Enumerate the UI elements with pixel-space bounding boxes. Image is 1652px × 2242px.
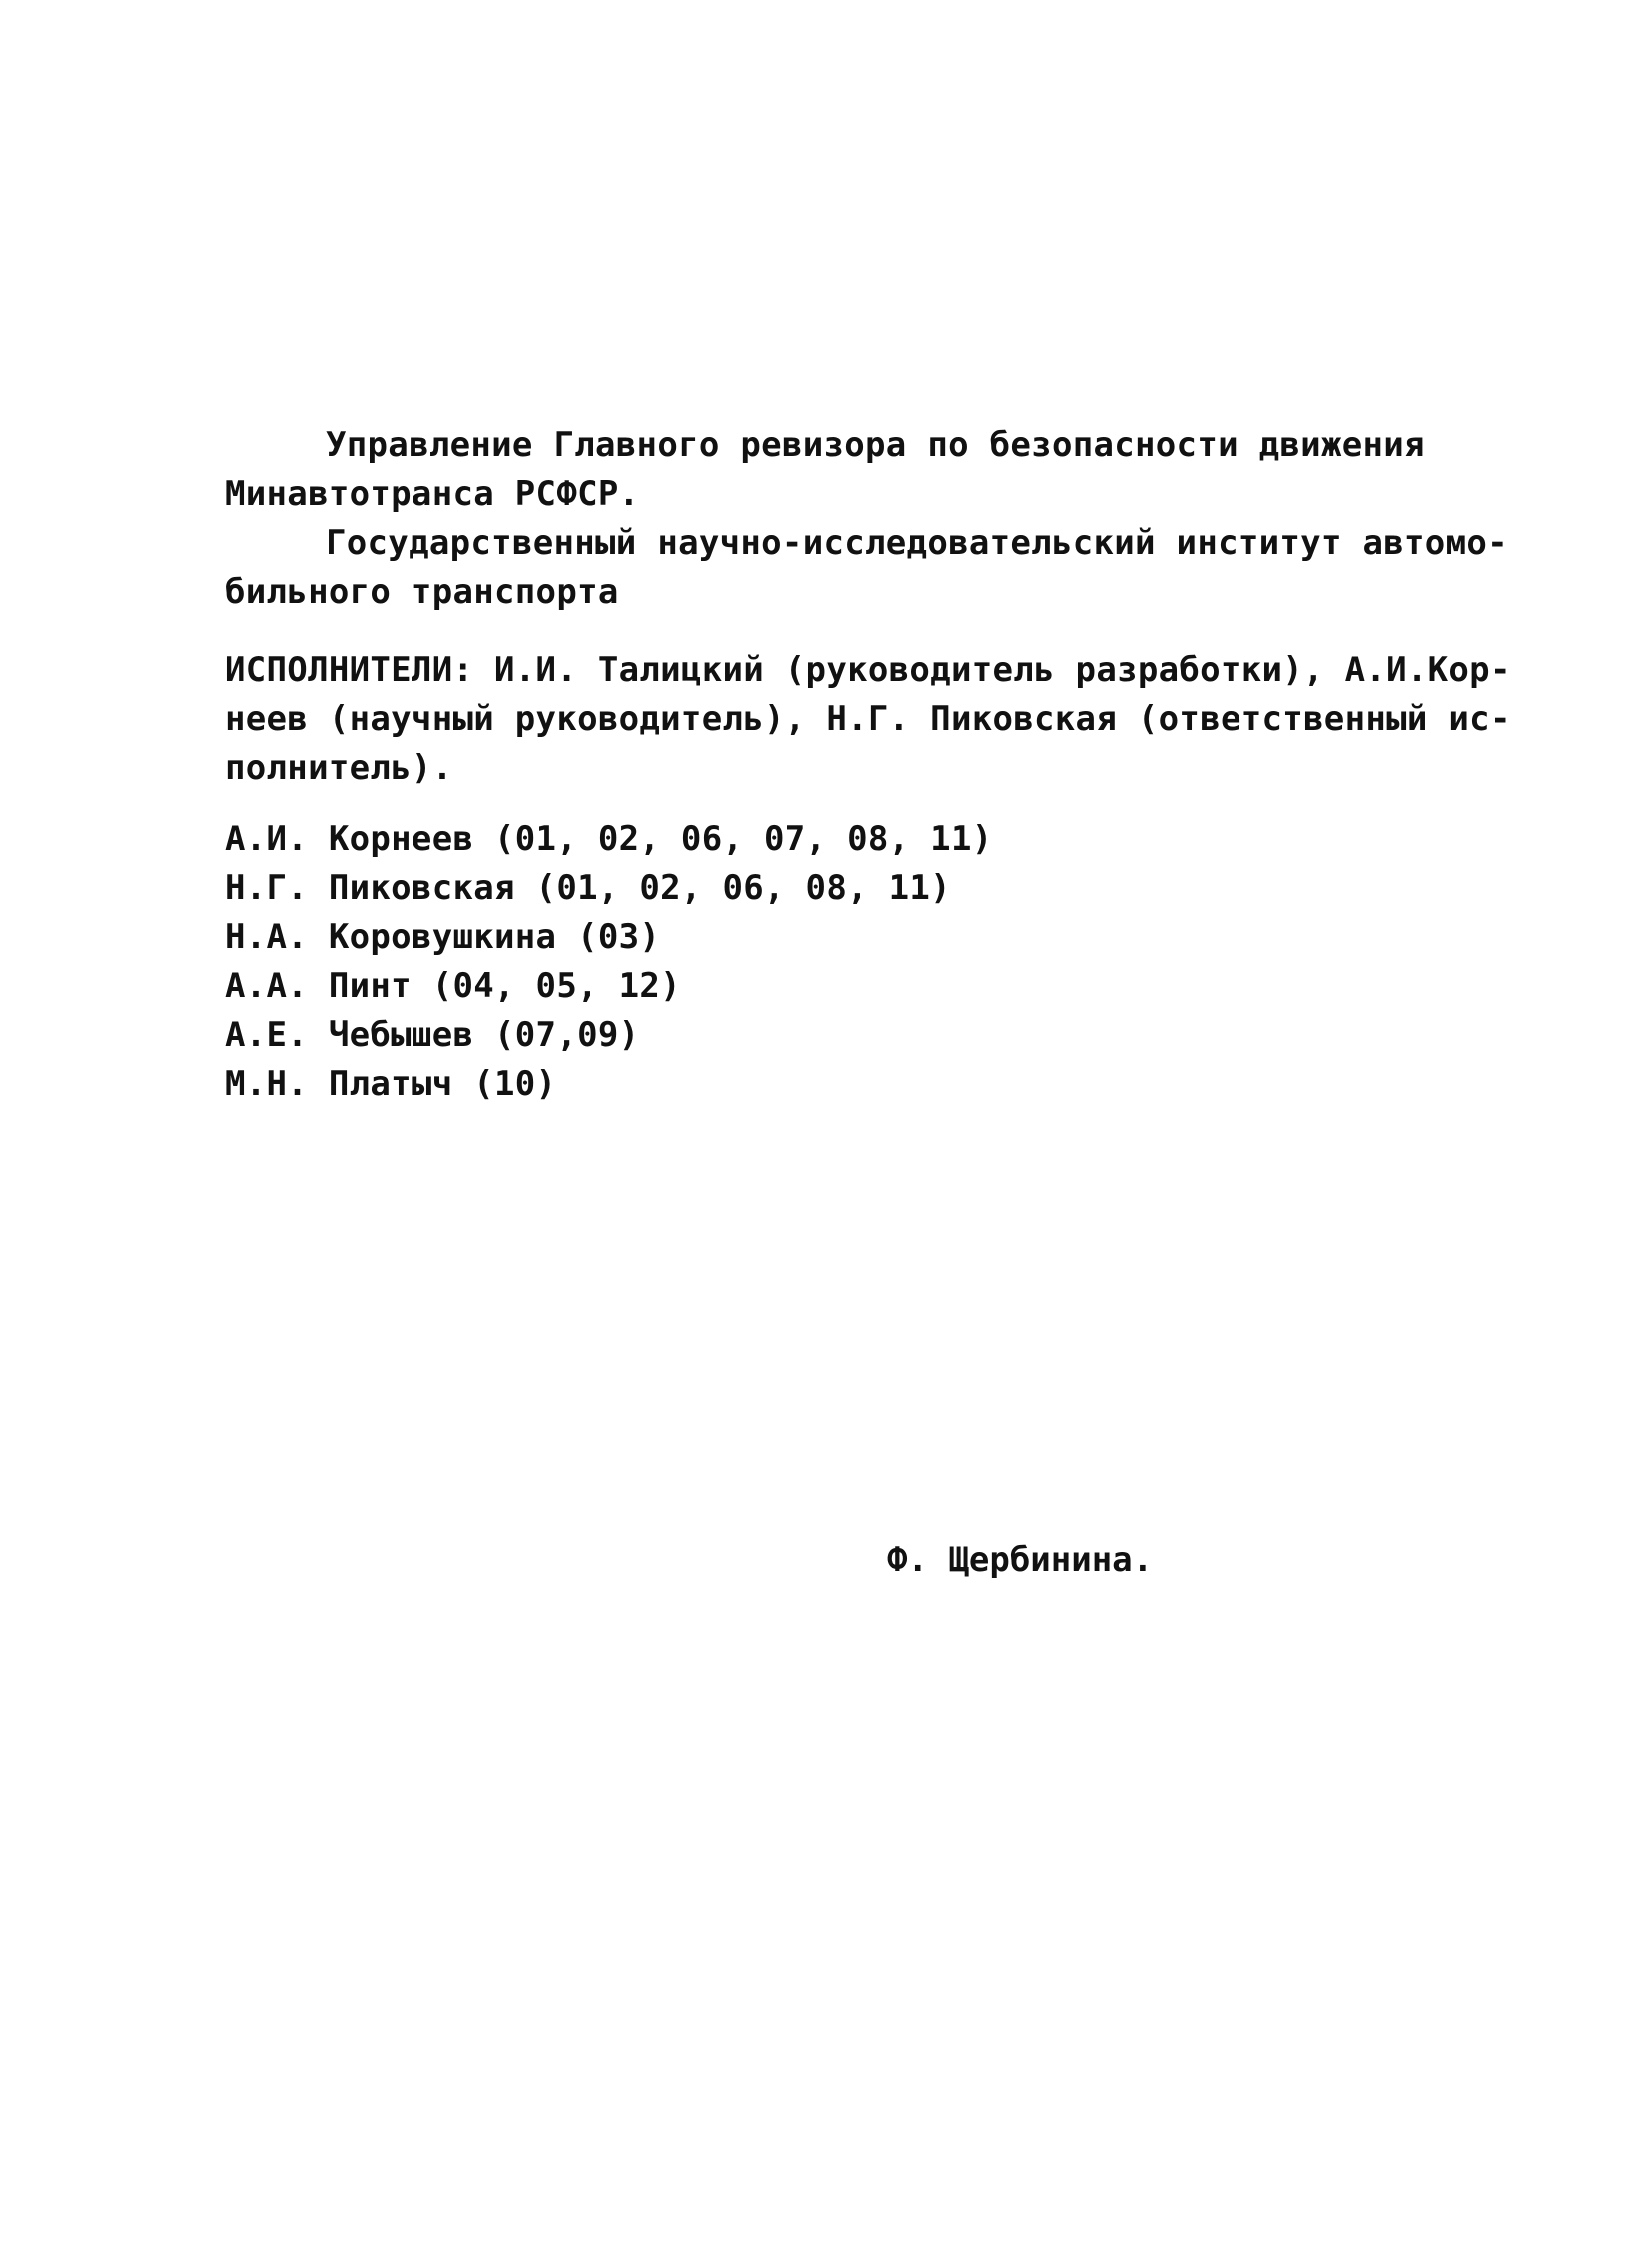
- executors-line-3: полнитель).: [225, 748, 453, 788]
- org-line-3: Государственный научно-исследовательский институт автомо-: [326, 523, 1508, 563]
- org-line-1: Управление Главного ревизора по безопасности движения: [326, 425, 1425, 465]
- executors-line-1: ИСПОЛНИТЕЛИ: И.И. Талицкий (руководитель разработки), А.И.Кор-: [225, 650, 1511, 690]
- contributor-line: Н.А. Коровушкина (03): [225, 917, 661, 957]
- contributor-line: М.Н. Платыч (10): [225, 1064, 557, 1104]
- contributor-line: Н.Г. Пиковская (01, 02, 06, 08, 11): [225, 868, 951, 908]
- contributor-line: А.И. Корнеев (01, 02, 06, 07, 08, 11): [225, 819, 993, 859]
- executors-line-2: неев (научный руководитель), Н.Г. Пиковская (ответственный ис-: [225, 699, 1511, 739]
- org-line-2: Минавтотранса РСФСР.: [225, 474, 640, 514]
- contributor-line: А.Е. Чебышев (07,09): [225, 1015, 640, 1055]
- org-line-4: бильного транспорта: [225, 572, 619, 612]
- contributor-line: А.А. Пинт (04, 05, 12): [225, 966, 681, 1006]
- signature: Ф. Щербинина.: [887, 1540, 1154, 1580]
